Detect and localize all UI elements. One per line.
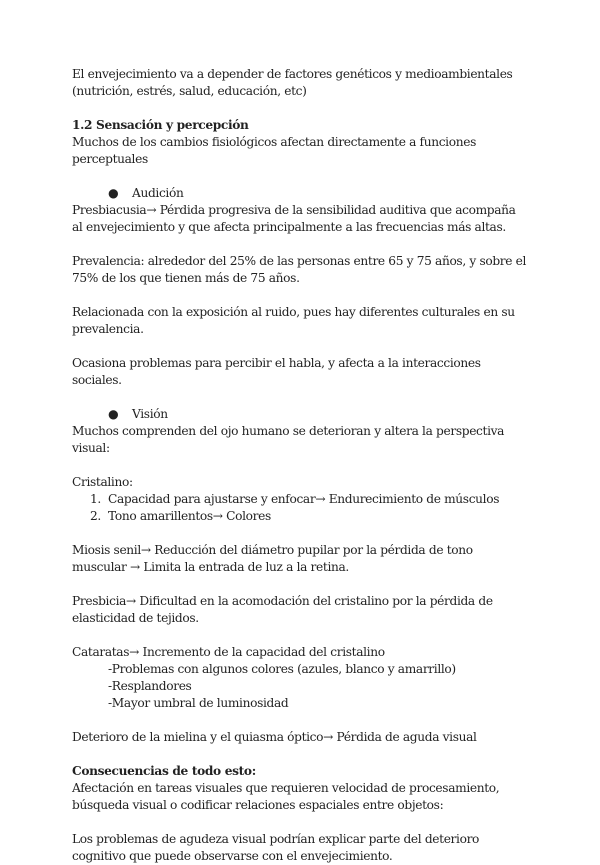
audicion-presbiacusia: Presbiacusia→ Pérdida progresiva de la sensibilidad auditiva que acompaña al envejecimiento y que afecta principalmente a las frecuencias más altas. [72,203,516,234]
cristalino-label: Cristalino: [72,475,133,489]
audicion-habla: Ocasiona problemas para percibir el habla, y afecta a la interacciones sociales. [72,356,481,387]
cataratas-item: -Resplandores [108,679,192,693]
consecuencias-p1: Afectación en tareas visuales que requieren velocidad de procesamiento, búsqueda visual o codificar relaciones espaciales entre objetos: [72,781,500,812]
vision-title: Visión [132,407,168,421]
section-intro: Muchos de los cambios fisiológicos afectan directamente a funciones perceptuales [72,135,476,166]
deterioro-paragraph: Deterioro de la mielina y el quiasma óptico→ Pérdida de aguda visual [72,730,477,744]
audicion-ruido: Relacionada con la exposición al ruido, pues hay diferentes culturales en su prevalencia. [72,305,515,336]
cataratas-item: -Mayor umbral de luminosidad [108,696,289,710]
miosis-paragraph: Miosis senil→ Reducción del diámetro pupilar por la pérdida de tono muscular → Limita la entrada de luz a la retina. [72,543,473,574]
cristalino-list [72,491,528,525]
cataratas-item: -Problemas con algunos colores (azules, blanco y amarrillo) [108,662,456,676]
intro-paragraph: El envejecimiento va a depender de factores genéticos y medioambientales (nutrición, estrés, salud, educación, etc) [72,67,513,98]
list-number: 1. [90,492,101,506]
section-title: 1.2 Sensación y percepción [72,118,249,132]
presbicia-paragraph: Presbicia→ Dificultad en la acomodación del cristalino por la pérdida de elasticidad de tejidos. [72,594,493,625]
bullet-vision [72,406,528,423]
audicion-prevalencia: Prevalencia: alrededor del 25% de las personas entre 65 y 75 años, y sobre el 75% de los que tienen más de 75 años. [72,254,527,285]
list-item [72,491,528,508]
bullet-dot: ● [108,186,119,200]
consecuencias-title: Consecuencias de todo esto: [72,764,256,778]
list-item [72,508,528,525]
consecuencias-p2: Los problemas de agudeza visual podrían explicar parte del deterioro cognitivo que puede observarse con el envejecimiento. [72,832,480,863]
vision-intro: Muchos comprenden del ojo humano se deterioran y altera la perspectiva visual: [72,424,505,455]
bullet-dot: ● [108,407,119,421]
list-text: Tono amarillentos→ Colores [108,509,271,523]
bullet-audicion [72,185,528,202]
audicion-title: Audición [132,186,184,200]
list-number: 2. [90,509,101,523]
cataratas-paragraph: Cataratas→ Incremento de la capacidad del cristalino [72,645,385,659]
document-page [72,66,528,865]
list-text: Capacidad para ajustarse y enfocar→ Endurecimiento de músculos [108,492,500,506]
